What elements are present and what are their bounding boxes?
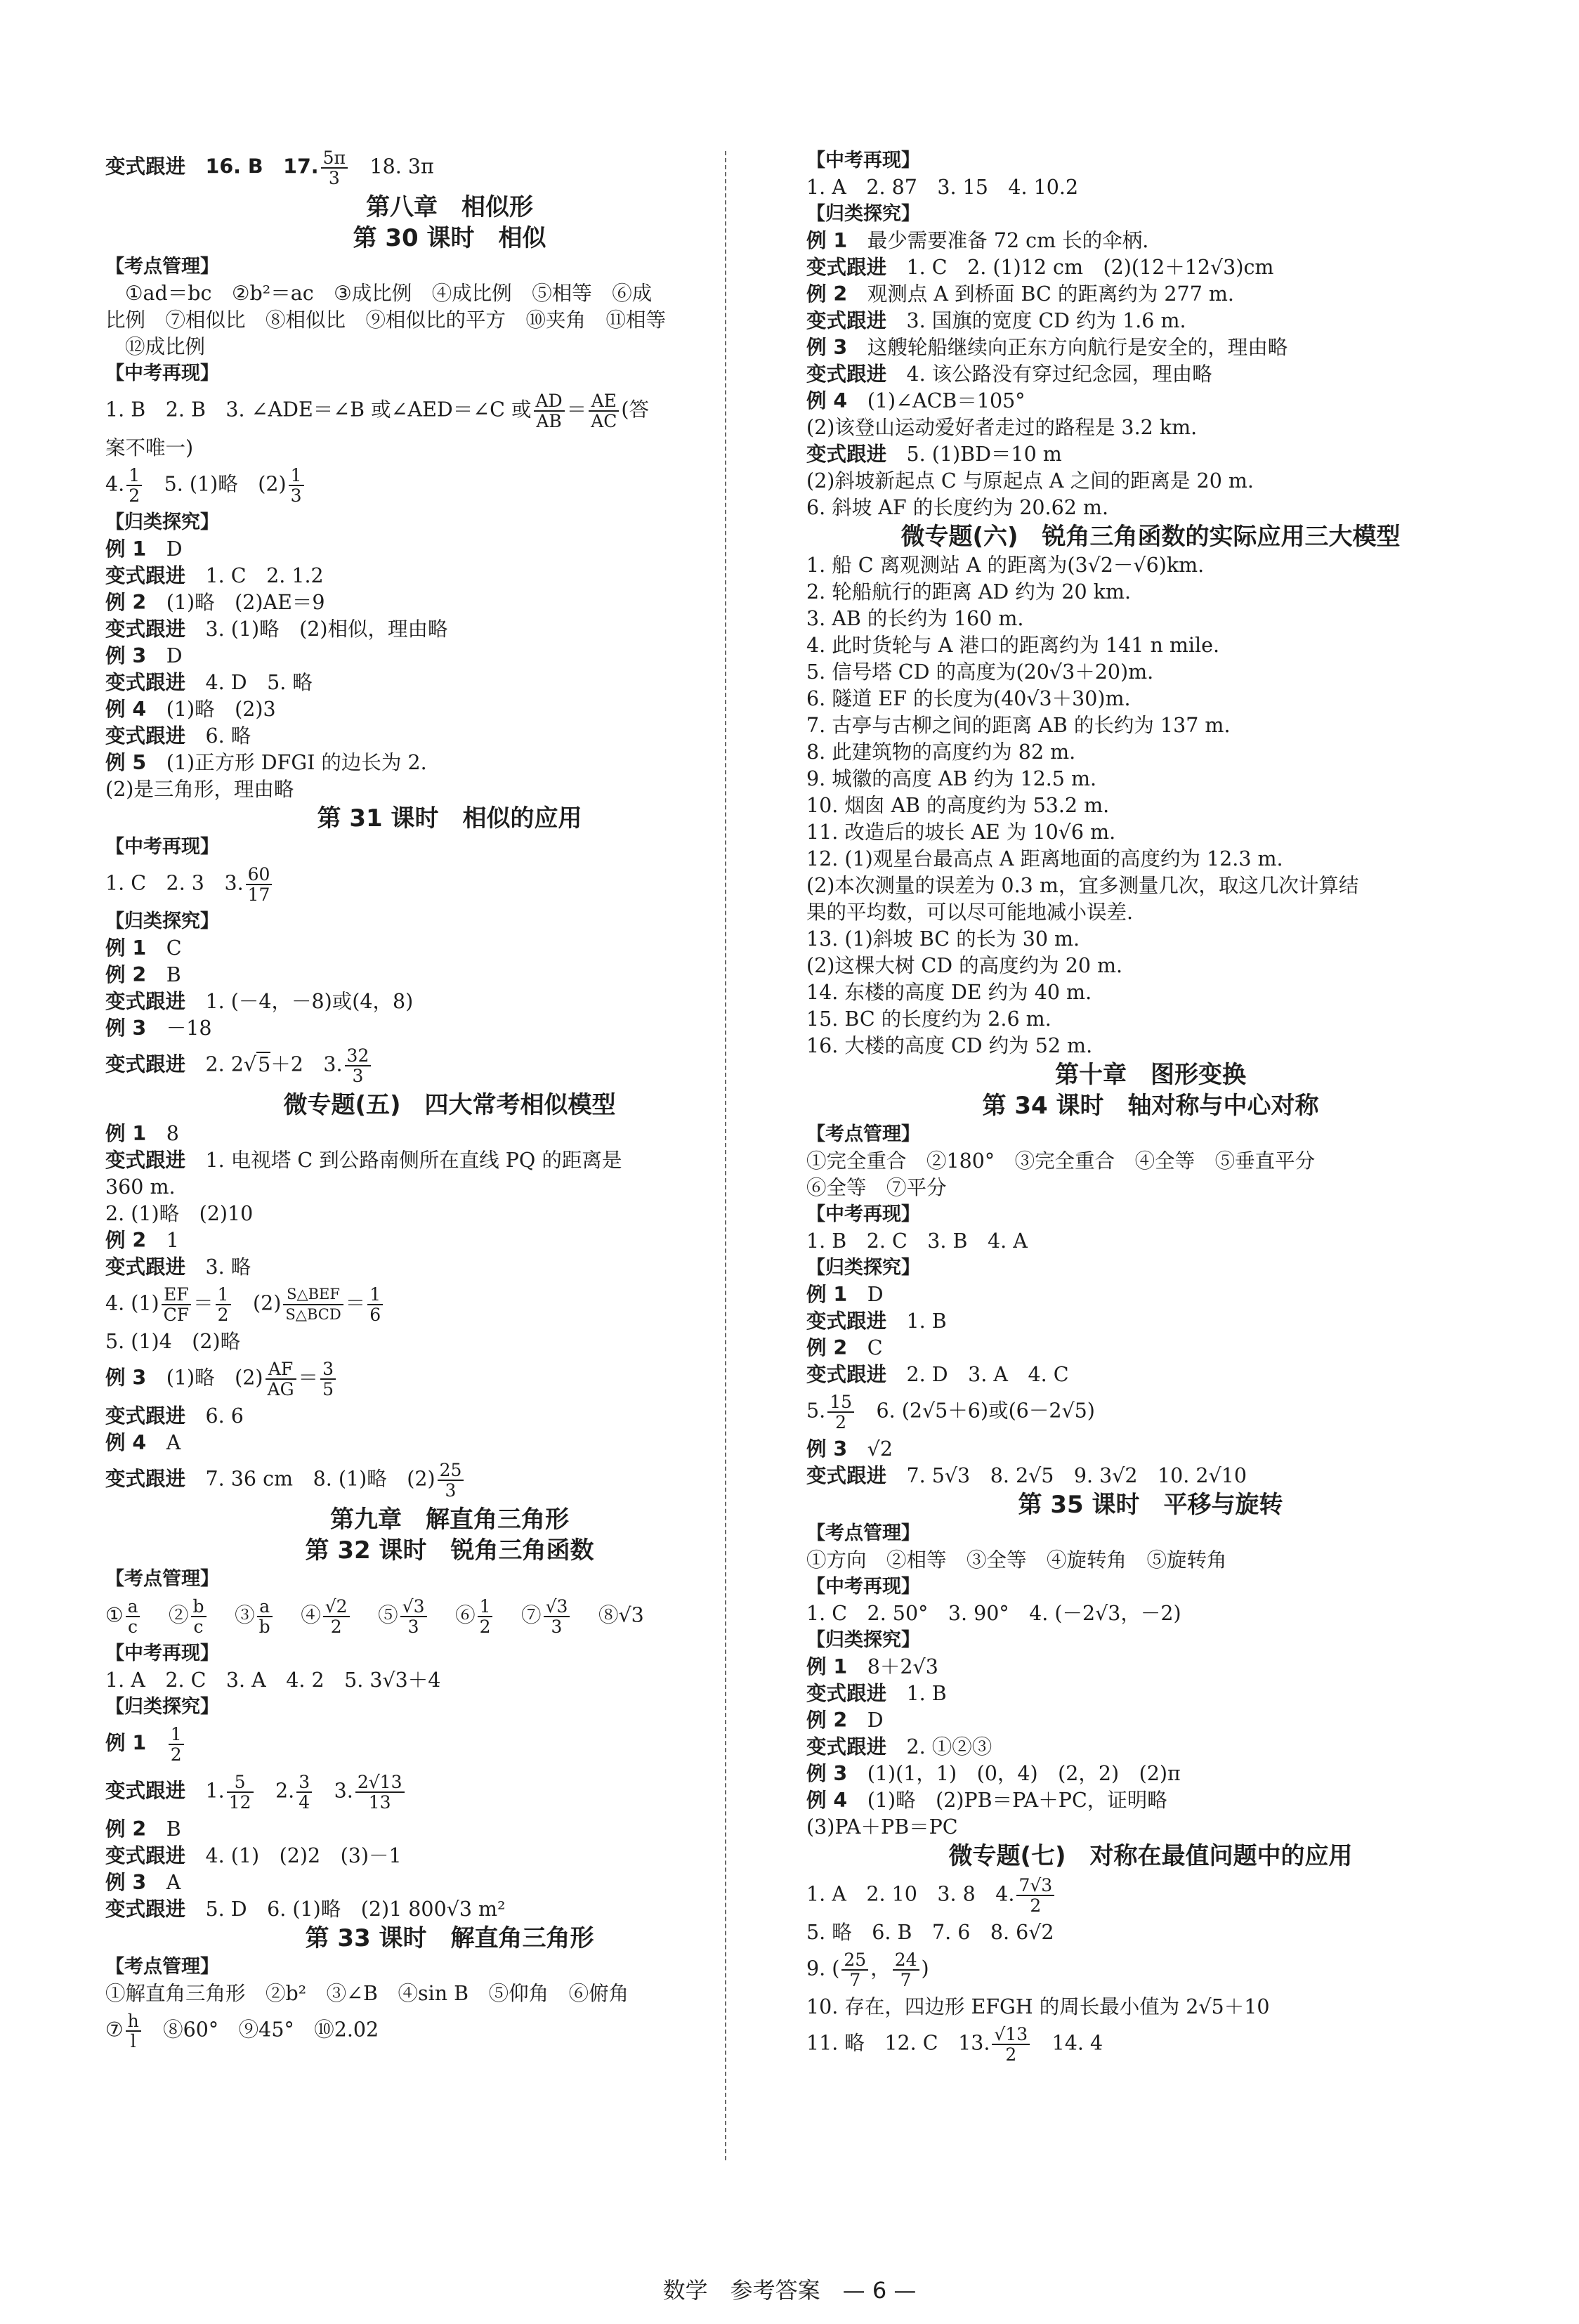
followup-line: 变式跟进 5. D 6. (1)略 (2)1 800√3 m²: [105, 1898, 506, 1921]
followup-line: 变式跟进 1. $\frac{5}{12}$ 2. $\frac{3}{4}$ 3. $\frac{2√13}{13}$: [105, 1768, 794, 1816]
answer-line: 15. BC 的长度约为 2.6 m.: [806, 1007, 1051, 1031]
right-column: [806, 148, 1495, 2068]
lesson-heading: 第 32 课时 锐角三角函数: [305, 1536, 594, 1565]
lesson-heading: 第 35 课时 平移与旋转: [1018, 1491, 1283, 1519]
answer-line: 1. A 2. 87 3. 15 4. 10.2: [806, 176, 1079, 199]
section-label: 【考点管理】: [806, 1123, 920, 1145]
answer-line: ①ad＝bc ②b²＝ac ③成比例 ④成比例 ⑤相等 ⑥成: [125, 282, 653, 305]
example-line: 例 1 D: [806, 1283, 884, 1306]
followup-line: 变式跟进 6. 6: [105, 1404, 244, 1428]
answer-line: ①完全重合 ②180° ③完全重合 ④全等 ⑤垂直平分: [806, 1149, 1316, 1173]
example-line: 例 3 A: [105, 1871, 181, 1894]
answer-line: 1. B 2. B 3. ∠ADE＝∠B 或∠AED＝∠C 或 $\frac{AD}{AB}$ ＝ $\frac{AE}{AC}$ (答: [105, 391, 649, 431]
example-line: 例 3 －18: [105, 1017, 212, 1040]
answer-line: 5. 略 6. B 7. 6 8. 6√2: [806, 1921, 1054, 1944]
answer-line: 5. (1)4 (2)略: [105, 1330, 241, 1353]
answer-line: 4. $\frac{1}{2}$ 5. (1)略 (2) $\frac{1}{3}$: [105, 462, 794, 509]
example-line: 例 3 (1)略 (2) $\frac{AF}{AG}$ ＝ $\frac{3}{5}$: [105, 1355, 794, 1403]
followup-line: 变式跟进 7. 36 cm 8. (1)略 (2) $\frac{25}{3}$: [105, 1456, 794, 1504]
answer-line: 变式跟进 16. B 17. $\frac{5\pi}{3}$ 18. 3π: [105, 148, 434, 188]
example-line: 例 1 $\frac{1}{2}$: [105, 1721, 794, 1768]
answer-line: (2)本次测量的误差为 0.3 m，宜多测量几次，取这几次计算结: [806, 874, 1359, 897]
lesson-heading: 第 31 课时 相似的应用: [317, 804, 582, 833]
section-label: 【归类探究】: [806, 203, 920, 225]
followup-line: 变式跟进 1. C 2. 1.2: [105, 564, 324, 587]
answer-line: 1. C 2. 3 3. $\frac{60}{17}$: [105, 861, 794, 908]
answer-line: 10. 烟囱 AB 的高度约为 53.2 m.: [806, 794, 1110, 817]
answer-line: (2)斜坡新起点 C 与原起点 A 之间的距离是 20 m.: [806, 469, 1254, 492]
example-line: 例 1 C: [105, 936, 182, 960]
followup-line: 变式跟进 6. 略: [105, 724, 251, 748]
example-line: 例 1 8＋2√3: [806, 1655, 938, 1678]
topic-heading: 微专题(六) 锐角三角函数的实际应用三大模型: [900, 523, 1401, 551]
answer-line: 2. (1)略 (2)10: [105, 1202, 254, 1225]
section-label: 【中考再现】: [105, 836, 219, 858]
example-line: 例 2 B: [105, 963, 181, 986]
section-label: 【考点管理】: [105, 1956, 219, 1978]
section-label: 【归类探究】: [105, 1696, 219, 1718]
section-label: 【归类探究】: [806, 1257, 920, 1279]
answer-line: 10. 存在，四边形 EFGH 的周长最小值为 2√5＋10: [806, 1995, 1270, 2018]
example-line: 例 4 (1)∠ACB＝105°: [806, 389, 1026, 412]
example-line: 例 5 (1)正方形 DFGI 的边长为 2.: [105, 751, 427, 774]
section-label: 【考点管理】: [806, 1522, 920, 1544]
answer-line: 1. C 2. 50° 3. 90° 4. (－2√3，－2): [806, 1602, 1181, 1625]
answer-line: 12. (1)观星台最高点 A 距离地面的高度约为 12.3 m.: [806, 847, 1283, 870]
section-label: 【考点管理】: [105, 256, 219, 278]
example-line: 例 1 D: [105, 537, 183, 561]
example-line: 例 1 最少需要准备 72 cm 长的伞柄.: [806, 229, 1149, 252]
example-line: 例 3 这艘轮船继续向正东方向航行是安全的，理由略: [806, 336, 1288, 359]
followup-line: 变式跟进 2. 2√5＋2 3. $\frac{32}{3}$: [105, 1042, 794, 1090]
example-line: 例 4 (1)略 (2)PB＝PA＋PC，证明略: [806, 1789, 1167, 1812]
answer-line: 11. 略 12. C 13. $\frac{√13}{2}$ 14. 4: [806, 2024, 1103, 2065]
answer-line: 6. 隧道 EF 的长度为(40√3＋30)m.: [806, 687, 1131, 710]
section-label: 【归类探究】: [806, 1629, 920, 1651]
answer-line: ① $\frac{a}{c}$ ② $\frac{b}{c}$ ③ $\frac{a}{b}$ ④ $\frac{√2}{2}$ ⑤ $\frac{√3}{3}$ ⑥ $\frac{1}{2}$ ⑦ $\frac{√3}{3}$ ⑧√3: [105, 1596, 644, 1637]
answer-line: (2)是三角形，理由略: [105, 778, 294, 801]
answer-line: 13. (1)斜坡 BC 的长为 30 m.: [806, 927, 1080, 951]
answer-line: 16. 大楼的高度 CD 约为 52 m.: [806, 1034, 1093, 1057]
answer-line: 4. 此时货轮与 A 港口的距离约为 141 n mile.: [806, 634, 1220, 657]
section-label: 【归类探究】: [105, 511, 219, 533]
answer-line: (2)这棵大树 CD 的高度约为 20 m.: [806, 954, 1123, 977]
followup-line: 变式跟进 1. 电视塔 C 到公路南侧所在直线 PQ 的距离是: [105, 1149, 622, 1172]
answer-line: 4. (1) $\frac{EF}{CF}$ ＝ $\frac{1}{2}$ (2) $\frac{\text{S△BEF}}{\text{S△BCD}}$ ＝ $\frac{1}{6}$: [105, 1281, 794, 1329]
answer-line: 8. 此建筑物的高度约为 82 m.: [806, 740, 1076, 764]
answer-line: 7. 古亭与古柳之间的距离 AB 的长约为 137 m.: [806, 714, 1231, 737]
example-line: 例 2 1: [105, 1229, 179, 1252]
answer-line: ①方向 ②相等 ③全等 ④旋转角 ⑤旋转角: [806, 1548, 1227, 1572]
answer-line: ⑫成比例: [125, 335, 206, 358]
answer-line: 案不唯一): [105, 436, 194, 459]
answer-line: 9. 城徽的高度 AB 约为 12.5 m.: [806, 767, 1097, 790]
answer-line: 5. $\frac{15}{2}$ 6. (2√5＋6)或(6－2√5): [806, 1392, 1095, 1432]
section-label: 【中考再现】: [105, 363, 219, 384]
answer-line: 360 m.: [105, 1175, 176, 1199]
answer-line: 1. A 2. 10 3. 8 4. $\frac{7√3}{2}$: [806, 1872, 1495, 1919]
answer-line: 9. ( $\frac{25}{7}$ ， $\frac{24}{7}$ ): [806, 1950, 929, 1990]
followup-line: 变式跟进 1. B: [806, 1682, 947, 1705]
answer-line: (3)PA＋PB＝PC: [806, 1815, 958, 1839]
followup-line: 变式跟进 7. 5√3 8. 2√5 9. 3√2 10. 2√10: [806, 1464, 1247, 1487]
example-line: 例 4 (1)略 (2)3: [105, 698, 276, 721]
example-line: 例 2 (1)略 (2)AE＝9: [105, 591, 325, 614]
example-line: 例 2 观测点 A 到桥面 BC 的距离约为 277 m.: [806, 282, 1234, 306]
followup-line: 变式跟进 1. C 2. (1)12 cm (2)(12＋12√3)cm: [806, 256, 1274, 279]
followup-line: 变式跟进 2. D 3. A 4. C: [806, 1363, 1069, 1386]
section-label: 【考点管理】: [105, 1568, 219, 1590]
answer-line: 11. 改造后的坡长 AE 为 10√6 m.: [806, 821, 1116, 844]
followup-line: 变式跟进 1. B: [806, 1310, 947, 1333]
section-label: 【中考再现】: [806, 150, 920, 171]
answer-line: 1. A 2. C 3. A 4. 2 5. 3√3＋4: [105, 1669, 441, 1692]
lesson-heading: 第 34 课时 轴对称与中心对称: [982, 1092, 1319, 1120]
chapter-heading: 第九章 解直角三角形: [330, 1506, 569, 1534]
followup-line: 变式跟进 3. (1)略 (2)相似，理由略: [105, 618, 448, 641]
lesson-heading: 第 33 课时 解直角三角形: [305, 1924, 594, 1952]
example-line: 例 2 D: [806, 1709, 884, 1732]
answer-line: 2. 轮船航行的距离 AD 约为 20 km.: [806, 580, 1132, 603]
followup-line: 变式跟进 3. 略: [105, 1255, 251, 1279]
chapter-heading: 第八章 相似形: [366, 193, 533, 221]
answer-line: 6. 斜坡 AF 的长度约为 20.62 m.: [806, 496, 1109, 519]
answer-line: 1. 船 C 离观测站 A 的距离为(3√2－√6)km.: [806, 554, 1205, 577]
topic-heading: 微专题(七) 对称在最值问题中的应用: [948, 1842, 1353, 1870]
answer-line: (2)该登山运动爱好者走过的路程是 3.2 km.: [806, 416, 1198, 439]
example-line: 例 4 A: [105, 1431, 181, 1454]
followup-line: 变式跟进 5. (1)BD＝10 m: [806, 443, 1062, 466]
answer-line: 14. 东楼的高度 DE 约为 40 m.: [806, 981, 1092, 1004]
example-line: 例 3 √2: [806, 1437, 893, 1461]
topic-heading: 微专题(五) 四大常考相似模型: [283, 1091, 616, 1119]
example-line: 例 1 8: [105, 1122, 179, 1145]
example-line: 例 3 D: [105, 644, 183, 667]
answer-line: 果的平均数，可以尽可能地减小误差.: [806, 901, 1134, 924]
answer-line: ①解直角三角形 ②b² ③∠B ④sin B ⑤仰角 ⑥俯角: [105, 1982, 629, 2005]
section-label: 【中考再现】: [806, 1576, 920, 1598]
answer-line: 比例 ⑦相似比 ⑧相似比 ⑨相似比的平方 ⑩夹角 ⑪相等: [105, 308, 667, 332]
answer-line: ⑦ $\frac{h}{l}$ ⑧60° ⑨45° ⑩2.02: [105, 2011, 379, 2051]
example-line: 例 2 B: [105, 1817, 181, 1841]
section-label: 【归类探究】: [105, 910, 219, 932]
example-line: 例 3 (1)(1，1) (0，4) (2，2) (2)π: [806, 1762, 1181, 1785]
section-label: 【中考再现】: [806, 1203, 920, 1225]
followup-line: 变式跟进 4. (1) (2)2 (3)－1: [105, 1844, 402, 1867]
followup-line: 变式跟进 1. (－4，－8)或(4，8): [105, 990, 414, 1013]
followup-line: 变式跟进 2. ①②③: [806, 1735, 992, 1758]
left-column: [105, 144, 794, 2055]
answer-line: ⑥全等 ⑦平分: [806, 1176, 947, 1199]
answer-line: 3. AB 的长约为 160 m.: [806, 607, 1024, 630]
fraction: $\frac{5\pi}{3}$: [321, 148, 348, 188]
lesson-heading: 第 30 课时 相似: [353, 224, 546, 252]
answer-line: 1. B 2. C 3. B 4. A: [806, 1229, 1028, 1253]
followup-line: 变式跟进 3. 国旗的宽度 CD 约为 1.6 m.: [806, 309, 1186, 332]
answer-line: 5. 信号塔 CD 的高度为(20√3＋20)m.: [806, 660, 1154, 684]
page-footer: 数学 参考答案 — 6 —: [662, 2277, 917, 2304]
followup-line: 变式跟进 4. D 5. 略: [105, 671, 313, 694]
followup-line: 变式跟进 4. 该公路没有穿过纪念园，理由略: [806, 363, 1212, 386]
section-label: 【中考再现】: [105, 1643, 219, 1664]
chapter-heading: 第十章 图形变换: [1055, 1061, 1246, 1089]
example-line: 例 2 C: [806, 1336, 883, 1359]
